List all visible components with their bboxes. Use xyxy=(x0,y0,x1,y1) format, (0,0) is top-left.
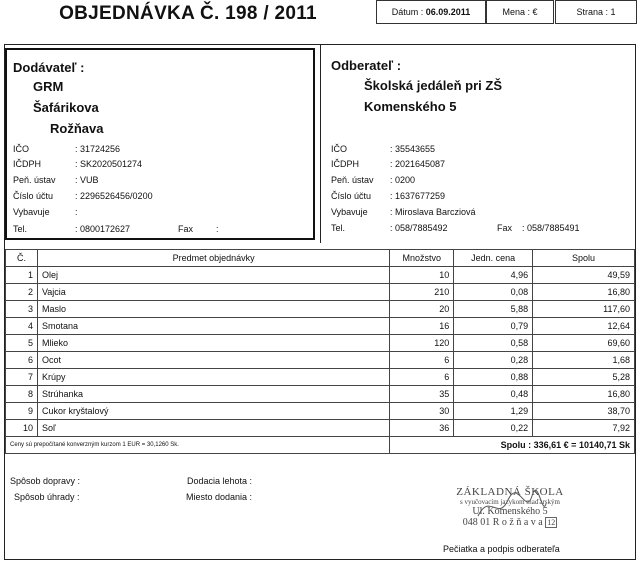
row-number: 4 xyxy=(6,318,38,335)
row-total: 49,59 xyxy=(533,267,635,284)
supplier-icdph-value: : SK2020501274 xyxy=(75,159,143,169)
col-header-quantity: Množstvo xyxy=(390,250,454,267)
row-item: Soľ xyxy=(37,420,389,437)
stamp-city: 048 01 R o ž ň a v a xyxy=(462,517,543,528)
row-item: Vajcia xyxy=(37,284,389,301)
row-total: 12,64 xyxy=(533,318,635,335)
col-header-total: Spolu xyxy=(533,250,635,267)
row-number: 8 xyxy=(6,386,38,403)
signature-scribble xyxy=(470,486,550,526)
customer-fax-value: : 058/7885491 xyxy=(522,223,580,233)
table-row xyxy=(6,335,635,352)
row-item: Strúhanka xyxy=(37,386,389,403)
row-number: 6 xyxy=(6,352,38,369)
row-item: Cukor kryštalový xyxy=(37,403,389,420)
order-total: Spolu : 336,61 € = 10140,71 Sk xyxy=(390,437,635,454)
customer-street: Komenského 5 xyxy=(364,99,457,114)
row-item: Krúpy xyxy=(37,369,389,386)
row-quantity: 6 xyxy=(390,352,454,369)
currency-value: € xyxy=(532,7,538,17)
supplier-account-label: Číslo účtu xyxy=(13,191,54,201)
table-row xyxy=(6,352,635,369)
row-unit-price: 0,08 xyxy=(454,284,533,301)
supplier-account-value: : 2296526456/0200 xyxy=(75,191,153,201)
row-number: 7 xyxy=(6,369,38,386)
row-quantity: 20 xyxy=(390,301,454,318)
row-total: 16,80 xyxy=(533,284,635,301)
row-total: 38,70 xyxy=(533,403,635,420)
row-total: 7,92 xyxy=(533,420,635,437)
row-item: Mlieko xyxy=(37,335,389,352)
row-unit-price: 0,58 xyxy=(454,335,533,352)
customer-bank-label: Peň. ústav xyxy=(331,175,374,185)
row-total: 1,68 xyxy=(533,352,635,369)
supplier-heading: Dodávateľ : xyxy=(13,60,85,75)
row-item: Maslo xyxy=(37,301,389,318)
row-unit-price: 0,28 xyxy=(454,352,533,369)
customer-name: Školská jedáleň pri ZŠ xyxy=(364,78,502,93)
date-value: 06.09.2011 xyxy=(425,7,471,17)
order-items-table xyxy=(5,249,635,454)
col-header-unit-price: Jedn. cena xyxy=(454,250,533,267)
table-row xyxy=(6,301,635,318)
customer-heading: Odberateľ : xyxy=(331,58,402,73)
row-item: Smotana xyxy=(37,318,389,335)
currency-label: Mena : xyxy=(502,7,530,17)
customer-ico-label: IČO xyxy=(331,144,348,154)
col-header-number: Č. xyxy=(6,250,38,267)
row-unit-price: 0,88 xyxy=(454,369,533,386)
payment-label: Spôsob úhrady : xyxy=(14,492,80,502)
row-quantity: 6 xyxy=(390,369,454,386)
row-number: 1 xyxy=(6,267,38,284)
row-number: 5 xyxy=(6,335,38,352)
customer-icdph-label: IČDPH xyxy=(331,159,360,169)
col-header-item: Predmet objednávky xyxy=(37,250,389,267)
table-row xyxy=(6,403,635,420)
row-item: Olej xyxy=(37,267,389,284)
customer-tel-value: : 058/7885492 xyxy=(390,223,448,233)
row-number: 2 xyxy=(6,284,38,301)
row-number: 3 xyxy=(6,301,38,318)
customer-account-label: Číslo účtu xyxy=(331,191,372,201)
table-row xyxy=(6,386,635,403)
summary-row xyxy=(6,437,635,454)
stamp-line-3: Ul. Komenského 5 xyxy=(472,506,548,517)
supplier-city: Rožňava xyxy=(50,121,104,136)
delivery-place-label: Miesto dodania : xyxy=(186,492,253,502)
row-unit-price: 0,48 xyxy=(454,386,533,403)
supplier-tel-value: : 0800172627 xyxy=(75,224,131,234)
supplier-fax-label: Fax xyxy=(178,224,194,234)
supplier-name: GRM xyxy=(33,79,64,94)
customer-icdph-value: : 2021645087 xyxy=(390,159,446,169)
row-total: 16,80 xyxy=(533,386,635,403)
date-label: Dátum : xyxy=(391,7,424,17)
customer-bank-value: : 0200 xyxy=(390,175,416,185)
row-quantity: 35 xyxy=(390,386,454,403)
table-row xyxy=(6,420,635,437)
row-number: 10 xyxy=(6,420,38,437)
supplier-bank-value: : VUB xyxy=(75,175,99,185)
table-row xyxy=(6,318,635,335)
conversion-note: Ceny sú prepočítané konverzným kurzom 1 EUR = 30,1260 Sk. xyxy=(6,437,390,454)
supplier-box xyxy=(5,48,315,240)
page-label: Strana : xyxy=(576,7,608,17)
row-item: Ocot xyxy=(37,352,389,369)
currency-box xyxy=(486,0,554,24)
supplier-ico-label: IČO xyxy=(13,144,30,154)
document-title: OBJEDNÁVKA Č. 198 / 2011 xyxy=(59,3,317,24)
row-quantity: 210 xyxy=(390,284,454,301)
supplier-street: Šafárikova xyxy=(33,100,99,115)
row-number: 9 xyxy=(6,403,38,420)
row-unit-price: 0,79 xyxy=(454,318,533,335)
row-quantity: 36 xyxy=(390,420,454,437)
row-unit-price: 5,88 xyxy=(454,301,533,318)
customer-handler-label: Vybavuje xyxy=(331,207,368,217)
row-unit-price: 0,22 xyxy=(454,420,533,437)
customer-account-value: : 1637677259 xyxy=(390,191,446,201)
supplier-handler-label: Vybavuje xyxy=(13,207,50,217)
supplier-bank-label: Peň. ústav xyxy=(13,175,56,185)
row-quantity: 120 xyxy=(390,335,454,352)
stamp-line-1: ZÁKLADNÁ ŠKOLA xyxy=(456,486,564,498)
date-box xyxy=(376,0,486,24)
customer-fax-label: Fax xyxy=(497,223,513,233)
table-row xyxy=(6,267,635,284)
row-total: 69,60 xyxy=(533,335,635,352)
supplier-ico-value: : 31724256 xyxy=(75,144,121,154)
supplier-fax-value: : xyxy=(216,224,219,234)
delivery-deadline-label: Dodacia lehota : xyxy=(187,476,253,486)
signature-caption: Pečiatka a podpis odberateľa xyxy=(443,544,560,554)
row-quantity: 30 xyxy=(390,403,454,420)
table-header-row xyxy=(6,250,635,267)
customer-tel-label: Tel. xyxy=(331,223,346,233)
row-total: 117,60 xyxy=(533,301,635,318)
row-total: 5,28 xyxy=(533,369,635,386)
row-quantity: 16 xyxy=(390,318,454,335)
row-unit-price: 4,96 xyxy=(454,267,533,284)
supplier-tel-label: Tel. xyxy=(13,224,28,234)
supplier-handler-value: : xyxy=(75,207,78,217)
table-row xyxy=(6,369,635,386)
page-value: 1 xyxy=(610,7,616,17)
party-divider xyxy=(320,45,321,243)
row-quantity: 10 xyxy=(390,267,454,284)
row-unit-price: 1,29 xyxy=(454,403,533,420)
stamp-number-mark: 12 xyxy=(547,518,556,527)
stamp-line-2: s vyučovacím jazykom maďarským xyxy=(460,498,560,506)
customer-ico-value: : 35543655 xyxy=(390,144,436,154)
table-row xyxy=(6,284,635,301)
customer-handler-value: : Miroslava Barcziová xyxy=(390,207,476,217)
page-box xyxy=(555,0,637,24)
transport-label: Spôsob dopravy : xyxy=(10,476,81,486)
supplier-icdph-label: IČDPH xyxy=(13,159,42,169)
